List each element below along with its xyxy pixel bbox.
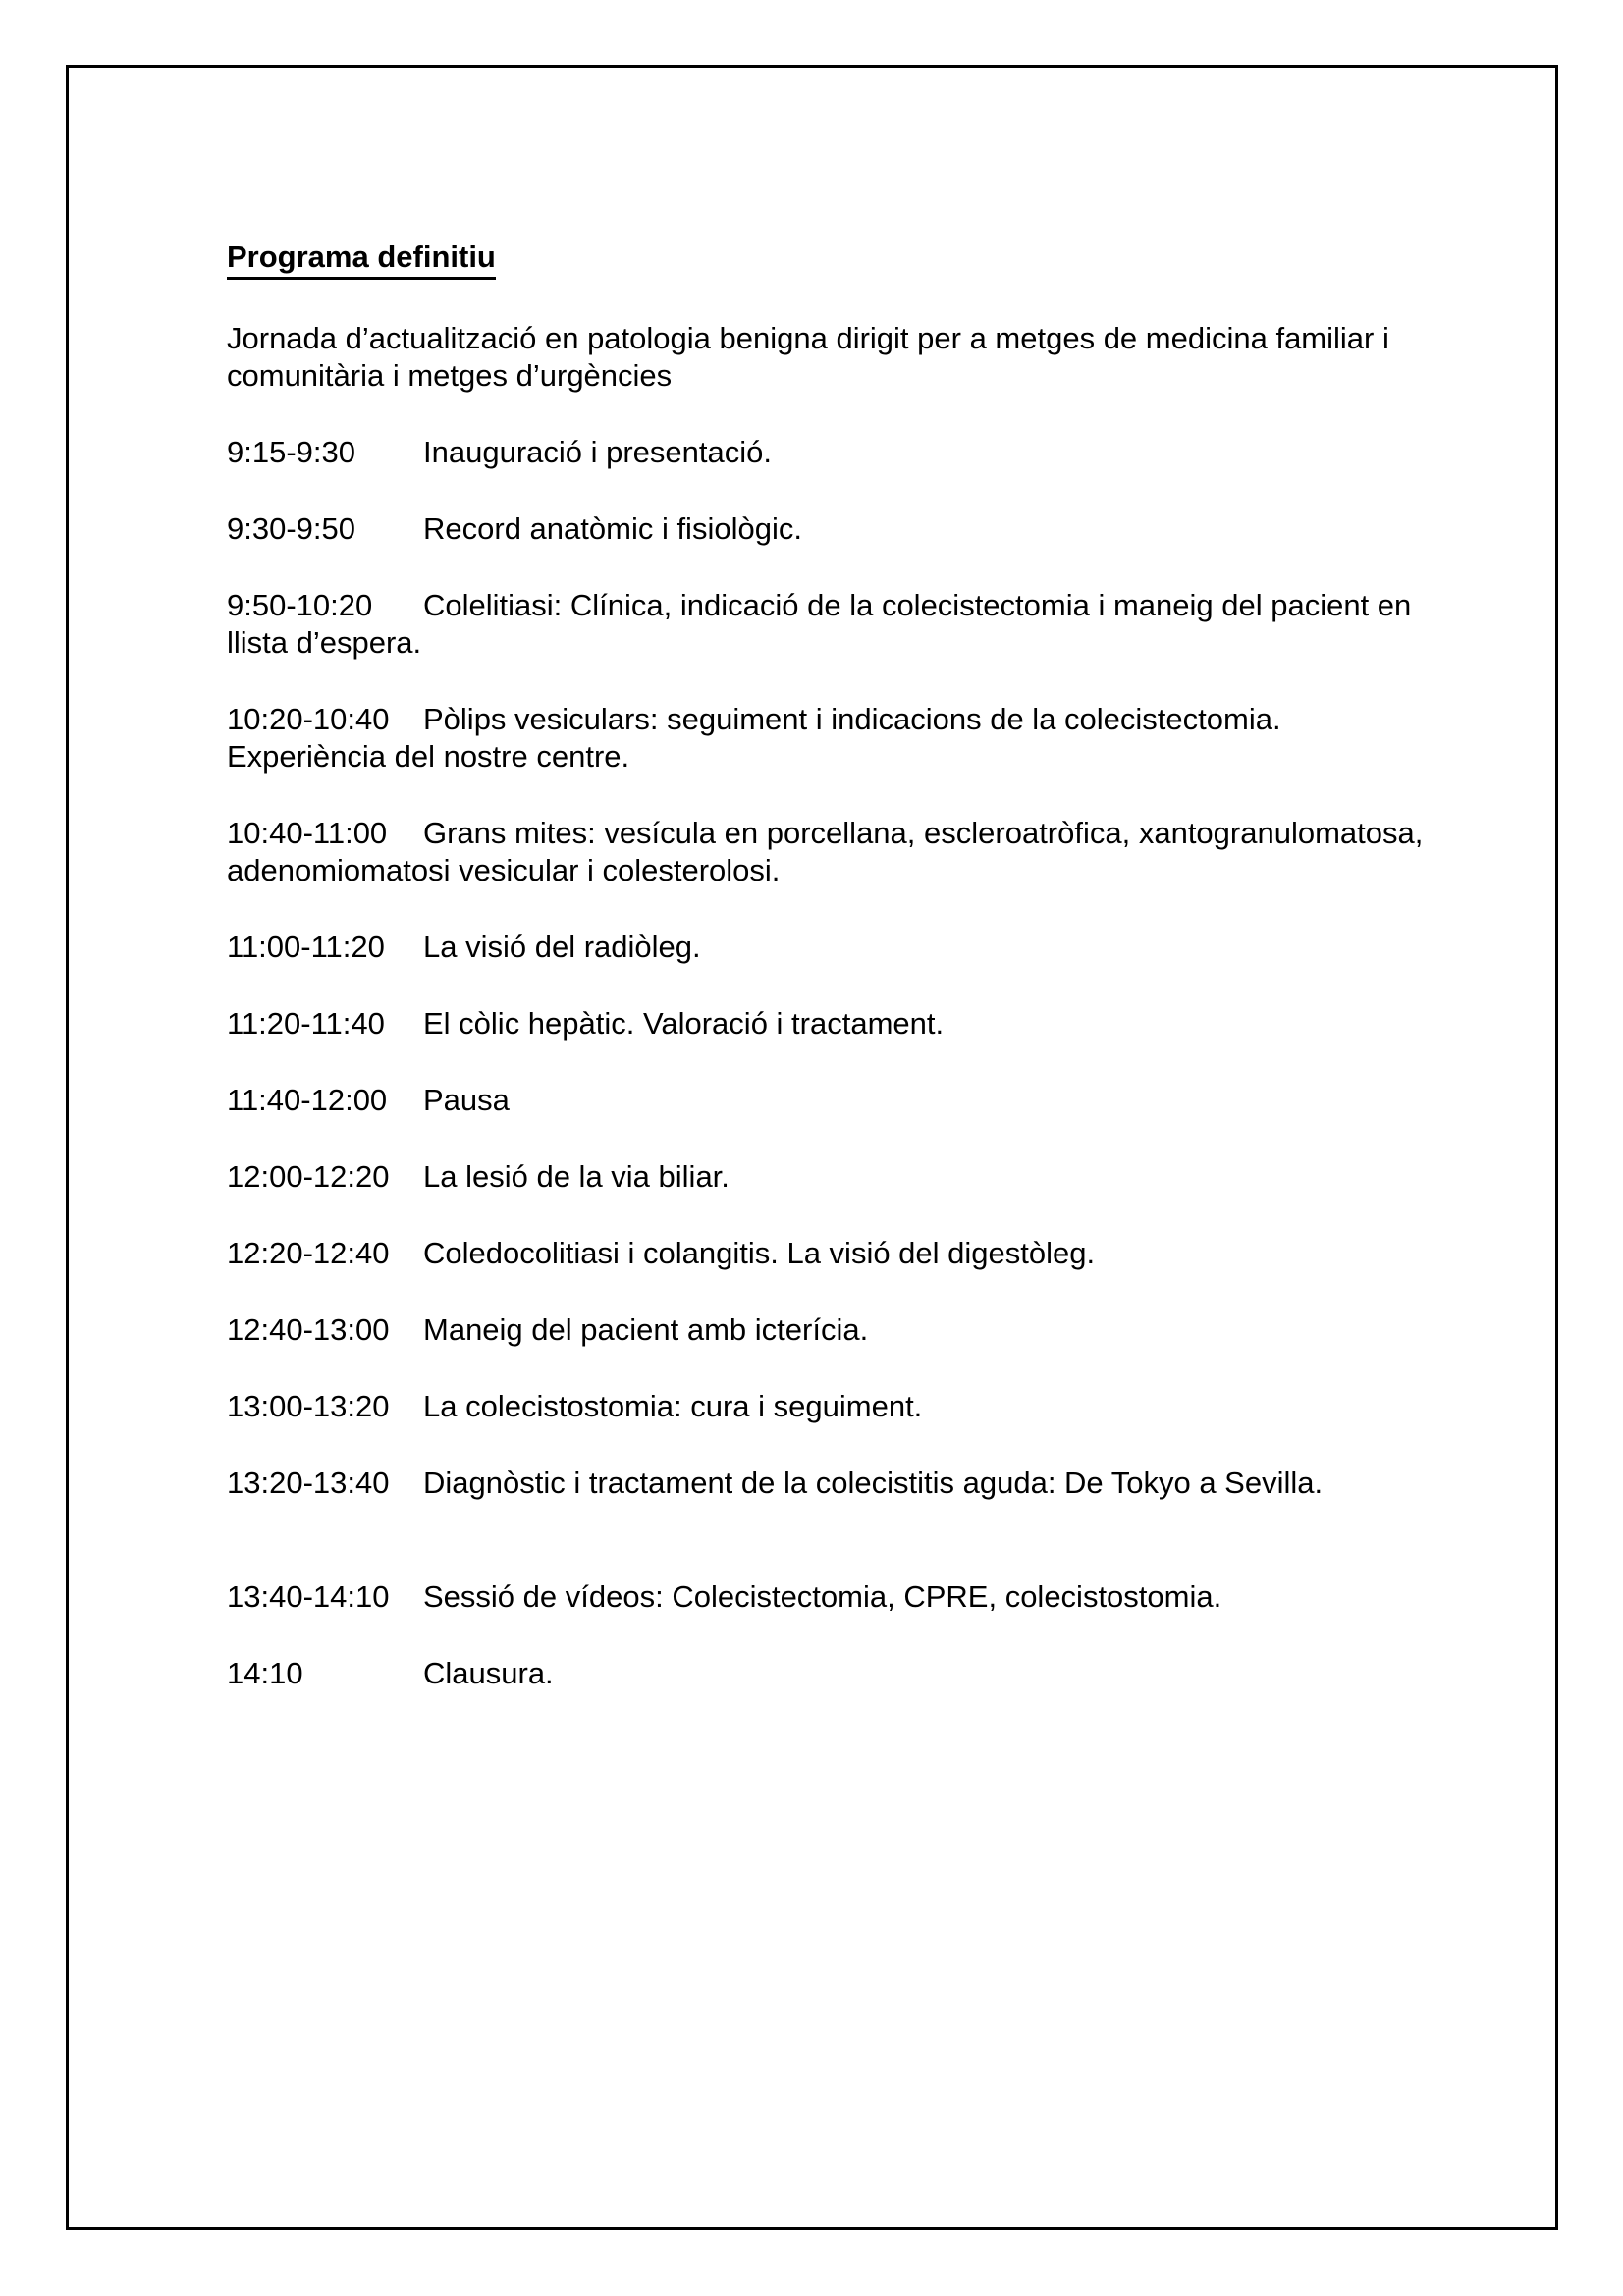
page-border [66,65,1558,2230]
page-title [227,239,1444,276]
schedule-item-description: Grans mites: vesícula en porcellana, escleroatròfica, xantogranulomatosa, adenomiomatosi vesicular i colesterolosi. [227,816,1424,887]
schedule-item [227,701,1444,775]
schedule-item-time: 10:40-11:00 [227,816,388,850]
schedule-item-description: Pòlips vesiculars: seguiment i indicacions de la colecistectomia. Experiència del nostre centre. [227,702,1281,774]
schedule-item [227,587,1444,662]
schedule-item-time: 9:30-9:50 [227,511,355,546]
schedule-item-description: El còlic hepàtic. Valoració i tractament. [423,1006,945,1041]
schedule-item-time: 9:50-10:20 [227,588,373,622]
schedule-list [227,434,1444,1692]
schedule-item-time: 11:40-12:00 [227,1083,388,1117]
schedule-item-description: Clausura. [423,1656,554,1690]
schedule-item [227,1388,1444,1425]
schedule-item-time: 11:20-11:40 [227,1006,385,1041]
schedule-item-description: Sessió de vídeos: Colecistectomia, CPRE, colecistostomia. [423,1579,1222,1614]
schedule-item [227,1158,1444,1196]
schedule-item [227,1465,1444,1502]
schedule-item-description: Inauguració i presentació. [423,435,773,469]
schedule-item [227,929,1444,966]
schedule-item [227,1311,1444,1349]
schedule-item [227,1655,1444,1692]
schedule-item-time: 13:40-14:10 [227,1579,390,1614]
schedule-item [227,510,1444,548]
schedule-item-description: Pausa [423,1083,510,1117]
schedule-item-time: 13:00-13:20 [227,1389,390,1423]
schedule-item-description: La visió del radiòleg. [423,930,701,964]
schedule-item-description: Record anatòmic i fisiològic. [423,511,802,546]
schedule-item-time: 13:20-13:40 [227,1466,390,1500]
schedule-item [227,434,1444,471]
program-document [227,239,1444,1732]
schedule-item-time: 12:20-12:40 [227,1236,390,1270]
intro-paragraph: Jornada d’actualització en patologia benigna dirigit per a metges de medicina familiar i comunitària i metges d’urgències [227,321,1389,393]
schedule-item-time: 10:20-10:40 [227,702,390,736]
schedule-item-description: La colecistostomia: cura i seguiment. [423,1389,923,1423]
schedule-item-time: 12:40-13:00 [227,1312,390,1347]
schedule-item-description: La lesió de la via biliar. [423,1159,730,1194]
page-title-text: Programa definitiu [227,240,496,280]
schedule-item-description: Diagnòstic i tractament de la colecistitis aguda: De Tokyo a Sevilla. [423,1466,1324,1500]
schedule-item-description: Colelitiasi: Clínica, indicació de la colecistectomia i maneig del pacient en llista d’espera. [227,588,1412,660]
schedule-item [227,1235,1444,1272]
schedule-item [227,1005,1444,1042]
schedule-item-time: 14:10 [227,1656,303,1690]
schedule-item [227,1578,1444,1616]
schedule-item-description: Coledocolitiasi i colangitis. La visió del digestòleg. [423,1236,1096,1270]
schedule-item [227,815,1444,889]
schedule-item [227,1082,1444,1119]
schedule-item-time: 12:00-12:20 [227,1159,390,1194]
schedule-item-description: Maneig del pacient amb icterícia. [423,1312,869,1347]
schedule-item-time: 11:00-11:20 [227,930,385,964]
schedule-item-time: 9:15-9:30 [227,435,355,469]
